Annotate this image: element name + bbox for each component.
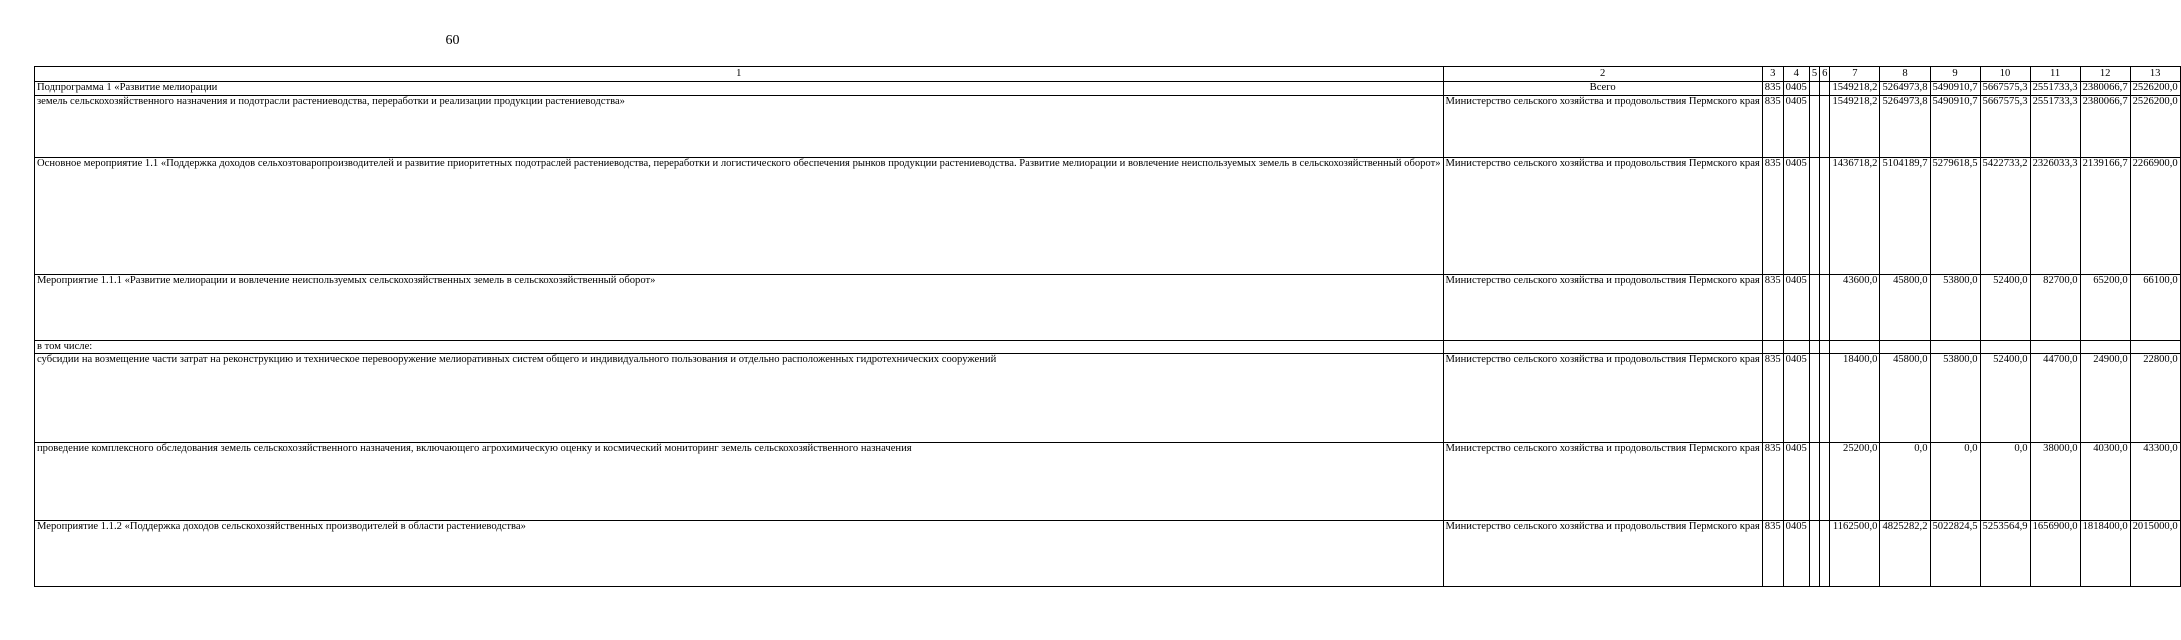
amount-cell-10: 0,0 [1980,443,2030,521]
amount-cell-8: 4825282,2 [1880,521,1930,587]
code-cell-6 [1820,82,1830,96]
column-header-6: 6 [1820,67,1830,82]
amount-cell-8: 5104189,7 [1880,158,1930,275]
code-cell-4: 0405 [1783,158,1809,275]
empty-cell [1820,341,1830,354]
program-name-cell: земель сельскохозяйственного назначения и подотрасли растениеводства, переработки и реализации продукции растениеводства» [35,96,1444,158]
code-cell-3: 835 [1762,443,1783,521]
amount-cell-13: 43300,0 [2130,443,2180,521]
agency-cell: Министерство сельского хозяйства и продовольствия Пермского края [1443,354,1762,443]
empty-cell [1443,341,1762,354]
code-cell-4: 0405 [1783,521,1809,587]
amount-cell-11: 82700,0 [2030,275,2080,341]
table-row [35,275,2181,341]
row-label-cell: в том числе: [35,341,1444,354]
amount-cell-10: 5667575,3 [1980,82,2030,96]
code-cell-3: 835 [1762,275,1783,341]
table-row [35,82,2181,96]
code-cell-6 [1820,96,1830,158]
budget-table [34,66,2181,587]
code-cell-4: 0405 [1783,275,1809,341]
column-header-10: 10 [1980,67,2030,82]
program-name-cell: Подпрограмма 1 «Развитие мелиорации [35,82,1444,96]
column-header-4: 4 [1783,67,1809,82]
code-cell-6 [1820,275,1830,341]
amount-cell-7: 25200,0 [1830,443,1880,521]
amount-cell-7: 18400,0 [1830,354,1880,443]
table-row [35,96,2181,158]
amount-cell-13: 66100,0 [2130,275,2180,341]
column-header-3: 3 [1762,67,1783,82]
table-row [35,521,2181,587]
program-name-cell: субсидии на возмещение части затрат на реконструкцию и техническое перевооружение мелиоративных систем общего и индивидуального пользования и отдельно расположенных гидротехнических сооружений [35,354,1444,443]
amount-cell-13: 2526200,0 [2130,96,2180,158]
column-header-13: 13 [2130,67,2180,82]
empty-cell [1930,341,1980,354]
table-row [35,354,2181,443]
code-cell-4: 0405 [1783,82,1809,96]
program-name-cell: Мероприятие 1.1.2 «Поддержка доходов сельскохозяйственных производителей в области растениеводства» [35,521,1444,587]
amount-cell-12: 2380066,7 [2080,82,2130,96]
agency-cell: Министерство сельского хозяйства и продовольствия Пермского края [1443,96,1762,158]
amount-cell-11: 38000,0 [2030,443,2080,521]
code-cell-4: 0405 [1783,96,1809,158]
amount-cell-8: 45800,0 [1880,354,1930,443]
code-cell-4: 0405 [1783,443,1809,521]
column-header-1: 1 [35,67,1444,82]
page-number: 60 [445,33,460,48]
empty-cell [2130,341,2180,354]
amount-cell-13: 22800,0 [2130,354,2180,443]
agency-cell: Министерство сельского хозяйства и продовольствия Пермского края [1443,521,1762,587]
empty-cell [1809,341,1819,354]
amount-cell-9: 5490910,7 [1930,96,1980,158]
amount-cell-10: 5253564,9 [1980,521,2030,587]
code-cell-5 [1809,521,1819,587]
empty-cell [2080,341,2130,354]
code-cell-6 [1820,354,1830,443]
amount-cell-13: 2526200,0 [2130,82,2180,96]
code-cell-5 [1809,354,1819,443]
column-header-7: 7 [1830,67,1880,82]
amount-cell-12: 2380066,7 [2080,96,2130,158]
amount-cell-7: 1549218,2 [1830,82,1880,96]
empty-cell [1762,341,1783,354]
code-cell-3: 835 [1762,158,1783,275]
table-row [35,158,2181,275]
program-name-cell: проведение комплексного обследования земель сельскохозяйственного назначения, включающего агрохимическую оценку и космический мониторинг земель сельскохозяйственного назначения [35,443,1444,521]
amount-cell-13: 2015000,0 [2130,521,2180,587]
code-cell-4: 0405 [1783,354,1809,443]
column-header-5: 5 [1809,67,1819,82]
code-cell-6 [1820,521,1830,587]
amount-cell-10: 52400,0 [1980,354,2030,443]
table-body [35,82,2181,587]
column-header-12: 12 [2080,67,2130,82]
amount-cell-7: 1549218,2 [1830,96,1880,158]
empty-cell [1980,341,2030,354]
amount-cell-9: 0,0 [1930,443,1980,521]
table-row [35,443,2181,521]
empty-cell [1880,341,1930,354]
code-cell-3: 835 [1762,354,1783,443]
empty-cell [2030,341,2080,354]
code-cell-3: 835 [1762,82,1783,96]
header-row [35,67,2181,82]
amount-cell-9: 5490910,7 [1930,82,1980,96]
code-cell-5 [1809,275,1819,341]
column-header-2: 2 [1443,67,1762,82]
code-cell-5 [1809,443,1819,521]
amount-cell-8: 45800,0 [1880,275,1930,341]
empty-cell [1783,341,1809,354]
column-header-9: 9 [1930,67,1980,82]
agency-cell: Министерство сельского хозяйства и продовольствия Пермского края [1443,158,1762,275]
code-cell-5 [1809,96,1819,158]
amount-cell-11: 2551733,3 [2030,82,2080,96]
program-name-cell: Мероприятие 1.1.1 «Развитие мелиорации и вовлечение неиспользуемых сельскохозяйственных земель в сельскохозяйственный оборот» [35,275,1444,341]
amount-cell-10: 5422733,2 [1980,158,2030,275]
column-header-11: 11 [2030,67,2080,82]
amount-cell-8: 5264973,8 [1880,82,1930,96]
column-header-8: 8 [1880,67,1930,82]
amount-cell-10: 52400,0 [1980,275,2030,341]
amount-cell-12: 2139166,7 [2080,158,2130,275]
code-cell-3: 835 [1762,96,1783,158]
amount-cell-9: 53800,0 [1930,354,1980,443]
code-cell-5 [1809,82,1819,96]
amount-cell-9: 5022824,5 [1930,521,1980,587]
amount-cell-11: 2551733,3 [2030,96,2080,158]
amount-cell-12: 24900,0 [2080,354,2130,443]
table-row [35,341,2181,354]
amount-cell-7: 1436718,2 [1830,158,1880,275]
code-cell-3: 835 [1762,521,1783,587]
amount-cell-13: 2266900,0 [2130,158,2180,275]
empty-cell [1830,341,1880,354]
code-cell-5 [1809,158,1819,275]
amount-cell-12: 1818400,0 [2080,521,2130,587]
amount-cell-8: 0,0 [1880,443,1930,521]
agency-cell: Министерство сельского хозяйства и продовольствия Пермского края [1443,443,1762,521]
amount-cell-12: 40300,0 [2080,443,2130,521]
code-cell-6 [1820,158,1830,275]
amount-cell-10: 5667575,3 [1980,96,2030,158]
amount-cell-11: 1656900,0 [2030,521,2080,587]
amount-cell-8: 5264973,8 [1880,96,1930,158]
amount-cell-7: 1162500,0 [1830,521,1880,587]
program-name-cell: Основное мероприятие 1.1 «Поддержка доходов сельхозтоваропроизводителей и развитие приоритетных подотраслей растениеводства, переработки и логистического обеспечения рынков продукции растениеводства. Развитие мелиорации и вовлечение неиспользуемых земель в сельскохозяйственный оборот» [35,158,1444,275]
amount-cell-12: 65200,0 [2080,275,2130,341]
amount-cell-11: 2326033,3 [2030,158,2080,275]
amount-cell-9: 53800,0 [1930,275,1980,341]
amount-cell-11: 44700,0 [2030,354,2080,443]
amount-cell-7: 43600,0 [1830,275,1880,341]
code-cell-6 [1820,443,1830,521]
agency-cell: Всего [1443,82,1762,96]
agency-cell: Министерство сельского хозяйства и продовольствия Пермского края [1443,275,1762,341]
amount-cell-9: 5279618,5 [1930,158,1980,275]
